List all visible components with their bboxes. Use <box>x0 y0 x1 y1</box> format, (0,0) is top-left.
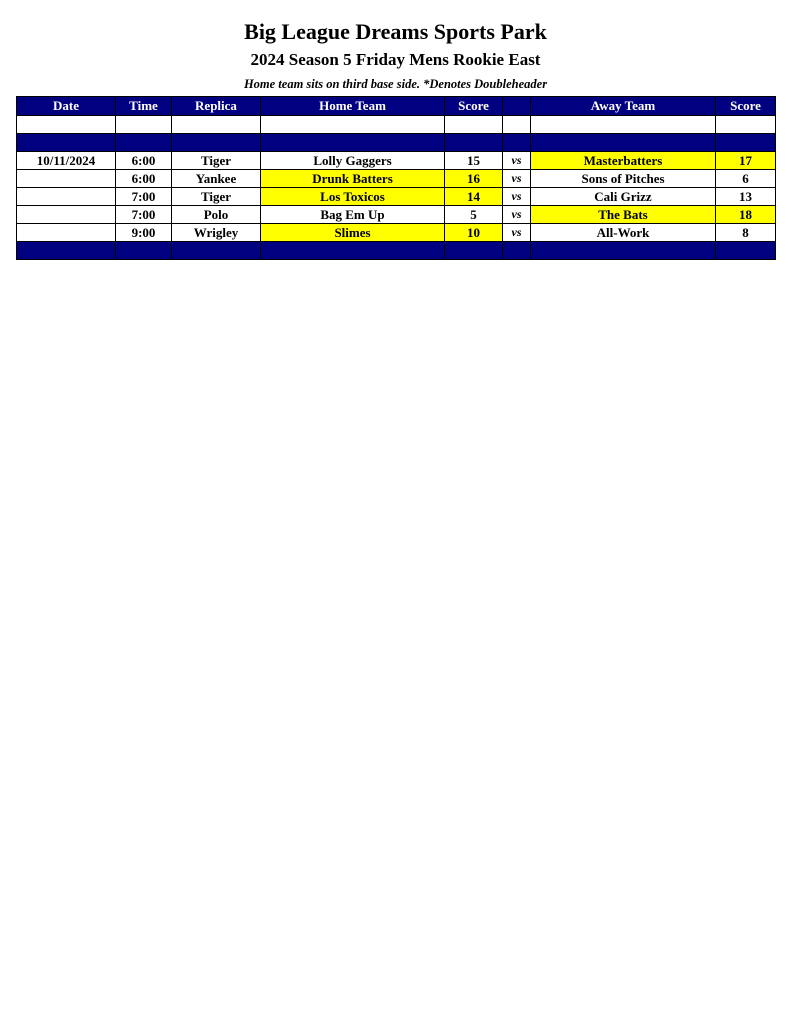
game-time: 6:00 <box>116 170 172 188</box>
blank-cell <box>172 116 261 134</box>
blank-cell <box>116 116 172 134</box>
away-score: 8 <box>716 224 776 242</box>
away-score: 6 <box>716 170 776 188</box>
header-replica: Replica <box>172 97 261 116</box>
game-date: 10/11/2024 <box>17 152 116 170</box>
game-row <box>17 152 776 170</box>
blank-cell <box>445 116 503 134</box>
blank-cell <box>531 116 716 134</box>
game-time: 6:00 <box>116 152 172 170</box>
game-row <box>17 224 776 242</box>
game-replica: Wrigley <box>172 224 261 242</box>
vs-label: vs <box>503 224 531 242</box>
game-replica: Tiger <box>172 188 261 206</box>
vs-label: vs <box>503 152 531 170</box>
header-vs <box>503 97 531 116</box>
away-score: 13 <box>716 188 776 206</box>
game-row <box>17 188 776 206</box>
home-score: 14 <box>445 188 503 206</box>
home-team: Drunk Batters <box>261 170 445 188</box>
separator-band <box>17 134 776 152</box>
game-date <box>17 206 116 224</box>
game-time: 9:00 <box>116 224 172 242</box>
home-score: 15 <box>445 152 503 170</box>
vs-label: vs <box>503 188 531 206</box>
blank-cell <box>261 116 445 134</box>
blank-cell <box>716 116 776 134</box>
away-team: The Bats <box>531 206 716 224</box>
home-team: Bag Em Up <box>261 206 445 224</box>
home-score: 5 <box>445 206 503 224</box>
page-subtitle: 2024 Season 5 Friday Mens Rookie East <box>250 50 541 69</box>
blank-cell <box>17 116 116 134</box>
game-date <box>17 224 116 242</box>
home-team: Los Toxicos <box>261 188 445 206</box>
header-row <box>17 97 776 116</box>
header-away-team: Away Team <box>531 97 716 116</box>
blank-cell <box>503 116 531 134</box>
away-team: Masterbatters <box>531 152 716 170</box>
away-score: 18 <box>716 206 776 224</box>
game-date <box>17 170 116 188</box>
game-row <box>17 206 776 224</box>
schedule-note: Home team sits on third base side. *Denotes Doubleheader <box>243 77 548 91</box>
game-replica: Tiger <box>172 152 261 170</box>
game-replica: Polo <box>172 206 261 224</box>
footer-band <box>17 242 776 260</box>
vs-label: vs <box>503 170 531 188</box>
header-time: Time <box>116 97 172 116</box>
vs-label: vs <box>503 206 531 224</box>
game-date <box>17 188 116 206</box>
home-team: Lolly Gaggers <box>261 152 445 170</box>
away-team: Sons of Pitches <box>531 170 716 188</box>
away-score: 17 <box>716 152 776 170</box>
game-row <box>17 170 776 188</box>
page-title: Big League Dreams Sports Park <box>244 19 547 44</box>
away-team: Cali Grizz <box>531 188 716 206</box>
home-team: Slimes <box>261 224 445 242</box>
home-score: 10 <box>445 224 503 242</box>
away-team: All-Work <box>531 224 716 242</box>
game-replica: Yankee <box>172 170 261 188</box>
header-date: Date <box>17 97 116 116</box>
header-home-team: Home Team <box>261 97 445 116</box>
home-score: 16 <box>445 170 503 188</box>
game-time: 7:00 <box>116 188 172 206</box>
game-time: 7:00 <box>116 206 172 224</box>
header-home-score: Score <box>445 97 503 116</box>
schedule-table <box>16 96 776 260</box>
header-away-score: Score <box>716 97 776 116</box>
blank-row <box>17 116 776 134</box>
